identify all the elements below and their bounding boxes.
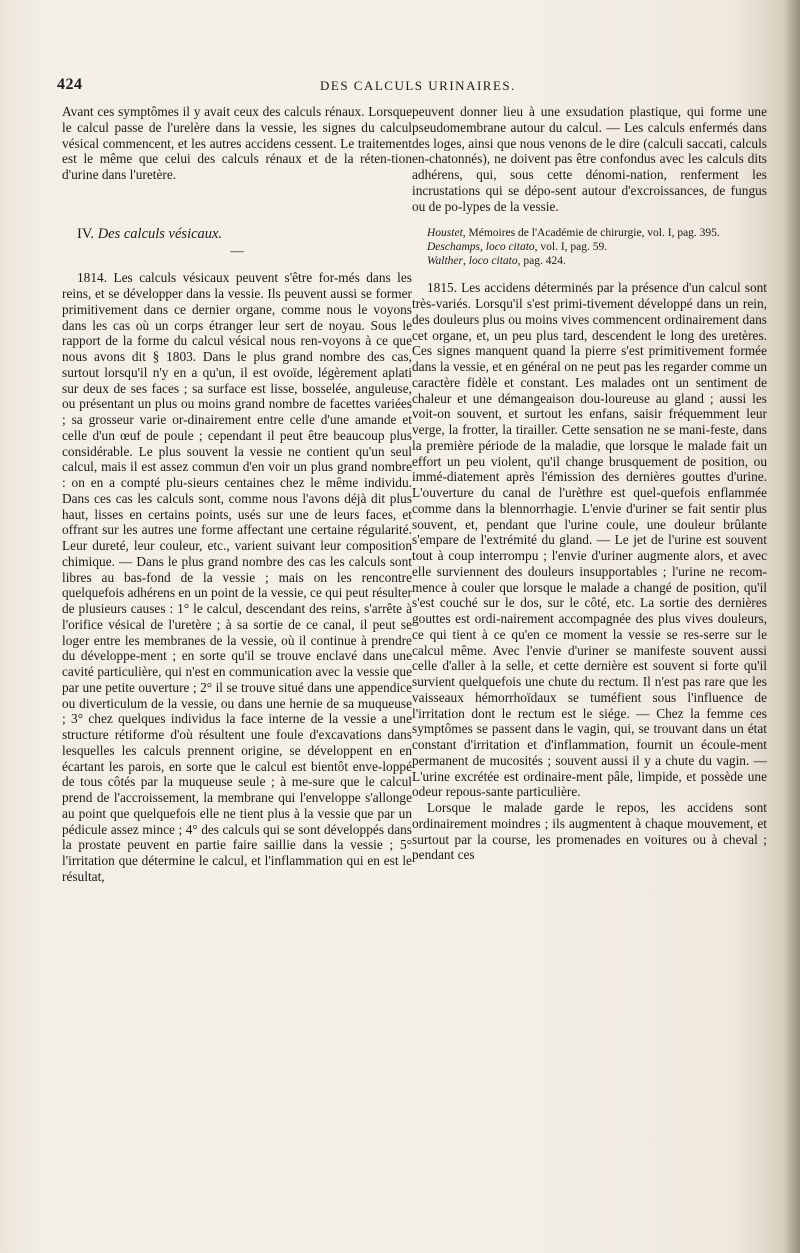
citation-deschamps: Deschamps, loco citato, vol. I, pag. 59. [427,241,608,254]
citation-text: , pag. 424. [517,255,566,268]
citation-author: Walther [427,255,463,268]
spacer [412,268,767,280]
citation-text: , Mémoires de l'Académie de chirurgie, vol. I, pag. 395. [462,227,720,240]
running-head: DES CALCULS URINAIRES. [320,78,516,93]
page-number: 424 [57,76,83,93]
citation-walther: Walther, loco citato, pag. 424. [427,255,566,268]
citation-houstet [412,226,767,240]
citation-loc: loco citato [485,241,535,254]
citation-text: , vol. I, pag. 59. [534,241,608,254]
spacer [62,258,412,270]
page-edge-shadow [784,0,800,1253]
right-column [412,104,767,863]
left-paragraph-1814: 1814. Les calculs vésicaux peuvent s'être for-més dans les reins, et se développer dans la vessie. Ils peuvent aussi se former primitivement dans ce dernier organe, comme nous le voyons dans les cas où un corps étranger leur sert de noyau. Sous le rapport de la forme du calcul vésical nous ren-voyons à ce que nous avons dit § 1803. Dans le plus grand nombre des cas, surtout lorsqu'il n'y en a qu'un, il est ovoïde, légèrement aplati sur deux de ses faces ; sa surface est lisse, bosselée, anguleuse, ou présentant un plus ou moins grand nombre de facettes variées ; sa grosseur varie or-dinairement entre celle d'une amande et celle d'un œuf de poule ; cependant il peut être beaucoup plus considérable. Le plus souvent la vessie ne contient qu'un seul calcul, mais il est assez commun d'en voir un plus grand nombre : on en a compté plu-sieurs centaines chez le même individu. Dans ces cas les calculs sont, comme nous l'avons déjà dit plus haut, lisses en certains points, usés sur une de leurs faces, et offrant sur les autres une forme affectant une certaine régularité. Leur dureté, leur couleur, etc., varient suivant leur composition chimique. — Dans le plus grand nombre des cas les calculs sont libres au bas-fond de la vessie ; mais on les rencontre quelquefois adhérens en un point de la vessie, ce qui peut résulter de plusieurs causes : 1° le calcul, descendant des reins, s'arrête à l'orifice vésical de l'uretère ; à sa sortie de ce canal, il peut se loger entre les membranes de la vessie, où il continue à prendre du développe-ment ; en sorte qu'il se trouve enclavé dans une cavité particulière, qui n'est en communication avec la vessie que par une petite ouverture ; 2° il se trouve situé dans une appendice ou diverticulum de la vessie, ou dans une hernie de sa muqueuse ; 3° chez quelques individus la face interne de la vessie a une structure rétiforme d'où résultent une foule d'excavations dans lesquelles les calculs prennent origine, se développent en en écartant les parois, en sorte que le calcul est bientôt enve-loppé de tous côtés par la muqueuse seule ; à me-sure que le calcul prend de l'accroissement, la membrane qui l'enveloppe s'allonge au point que quelquefois elle ne tient plus à la vessie que par un pédicule assez mince ; 4° des calculs qui se sont développés dans la prostate peuvent en partie faire saillie dans la vessie ; 5° l'irritation que détermine le calcul, et l'inflammation qui en est le résultat, [62,270,412,884]
right-paragraph-last: Lorsque le malade garde le repos, les accidens sont ordinairement moindres ; ils augmentent à chaque mouvement, et surtout par la course, les promenades en voitures ou à cheval ; pendant ces [412,800,767,863]
citation-loc: loco citato [468,255,518,268]
spacer [62,183,412,205]
section-title: Des calculs vésicaux. [97,225,223,242]
right-paragraph-continued: peuvent donner lieu à une exsudation plastique, qui forme une pseudomembrane autour du calcul. — Les calculs enfermés dans des loges, ainsi que nous venons de le dire (calculi saccati, calculs en-chatonnés), ne doivent pas être confondus avec les calculs dits adhérens, qui, sous cette dénomi-nation, renferment les incrustations qui se dépo-sent autour d'excroissances, de fungus ou de po-lypes de la vessie. [412,104,767,214]
spacer [62,205,412,227]
left-column [62,104,412,885]
section-heading [62,227,412,243]
citation-author: Houstet [427,227,463,240]
section-dash: — [230,242,244,258]
left-paragraph-1: Avant ces symptômes il y avait ceux des calculs rénaux. Lorsque le calcul passe de l'urelère dans la vessie, les signes du calcul vésical commencent, et les autres accidens cessent. Le traitement est le même que celui des calculs rénaux et de la réten-tion d'urine dans l'uretère. [62,104,412,182]
citation-author: Deschamps [427,241,481,254]
right-paragraph-1815: 1815. Les accidens déterminés par la présence d'un calcul sont très-variés. Lorsqu'il s'est primi-tivement développé dans un rein, des douleurs plus ou moins vives commencent ordinairement dans cet organe, et, un peu plus tard, descendent le long des uretères. Ces signes manquent quand la pierre s'est primitivement formée dans la vessie, et en général on ne peut pas les regarder comme un caractère fidèle et constant. Les malades ont un sentiment de chaleur et une démangeaison dou-loureuse au gland ; aussi les voit-on souvent, et surtout les enfans, saisir fréquemment leur verge, la frotter, la tirailler. Cette sensation ne se mani-feste, dans la première période de la maladie, que lorsque le malade fait un effort un peu violent, qu'il change brusquement de position, ou immé-diatement après l'émission des dernières gouttes d'urine. L'ouverture du canal de l'urèthre est quel-quefois enflammée comme dans la blennorrhagie. L'envie d'uriner se fait sentir plus souvent, et, pendant que l'urine coule, une douleur brûlante s'empare de l'extrémité du gland. — Le jet de l'urine est souvent tout à coup interrompu ; l'envie d'uriner augmente alors, et avec elle surviennent des douleurs insupportables ; l'urine ne recom-mence à couler que lorsque le malade a changé de position, qu'il s'est couché sur le dos, sur le côté, etc. La sortie des dernières gouttes est ordi-nairement accompagnée des plus vives douleurs, ce qui tient à ce qu'en ce moment la vessie se res-serre sur le calcul même. Avec l'envie d'uriner se manifeste souvent aussi celle d'aller à la selle, et cette dernière est souvent si forte qu'il survient quelquefois une chute du rectum. Il n'est pas rare que les vaisseaux hémorrhoïdaux se tuméfient sous l'influence de l'irritation dont le rectum est le siége. — Chez la femme ces symptômes se passent dans le vagin, qui, se trouvant dans un état constant d'irritation et d'inflammation, fournit un écoule-ment permanent de mucosités ; souvent aussi il y a chute du vagin. — L'urine excrétée est ordinaire-ment pâle, limpide, et possède une odeur repous-sante particulière. [412,280,767,800]
spacer [412,214,767,226]
section-number: IV. [77,225,95,242]
